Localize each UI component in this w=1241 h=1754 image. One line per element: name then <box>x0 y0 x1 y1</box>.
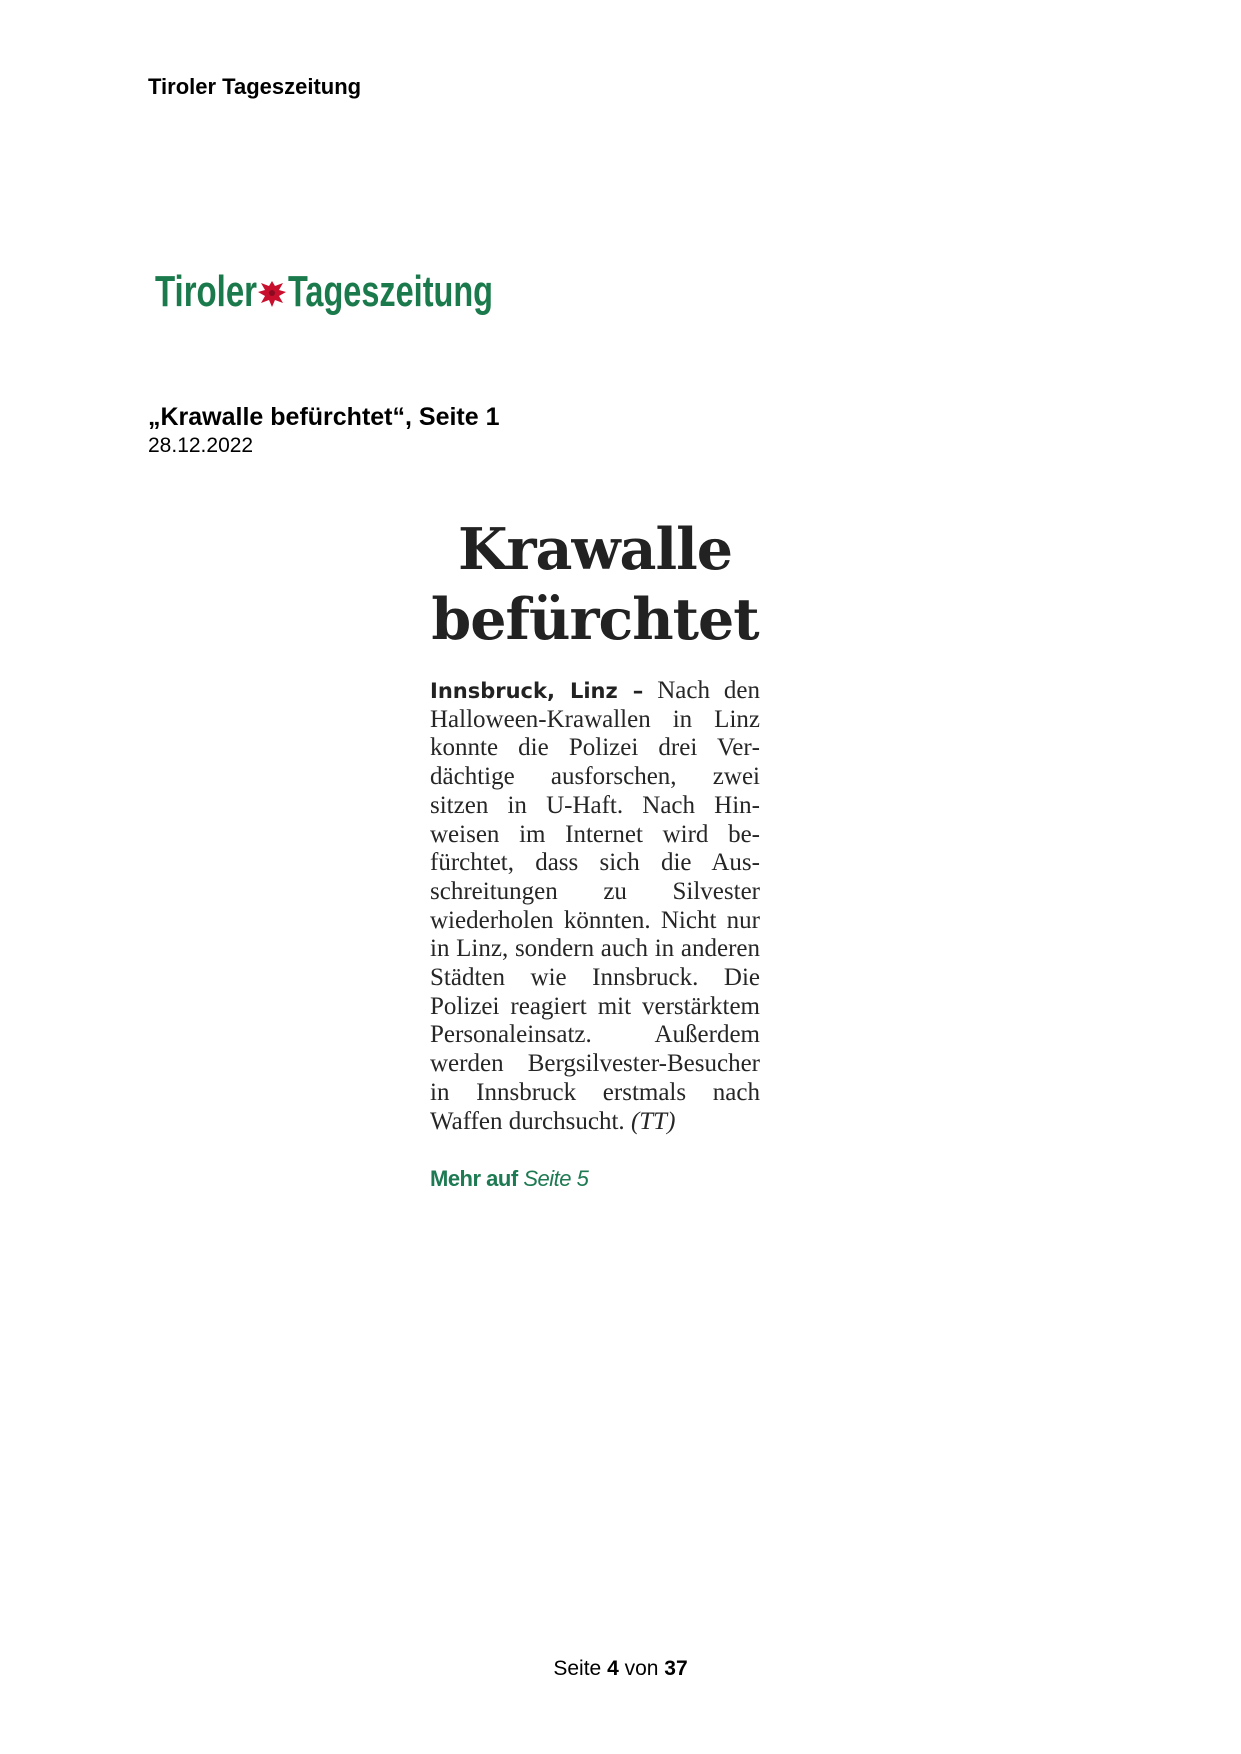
article-source: (TT) <box>630 1107 676 1135</box>
more-page: Seite 5 <box>523 1166 589 1192</box>
footer-prefix: Seite <box>553 1657 602 1680</box>
logo-text-left: Tiroler <box>155 267 257 316</box>
article-body-text: Nach den Halloween-Krawallen in Linz konnte die Polizei drei Verdächtige ausforschen, zwei sitzen in U-Haft. Nach Hinweisen im Internet wird befürchtet, dass sich die Ausschreitungen zu Silvester wiederholen könnten. Nicht nur in Linz, sondern auch in anderen Städten wie Innsbruck. Die Polizei reagiert mit verstärktem Personaleinsatz. Außerdem werden Bergsilvester-Besucher in Innsbruck erstmals nach Waffen durchsucht. <box>430 677 761 1135</box>
article-date: 28.12.2022 <box>148 434 254 457</box>
footer-current-page: 4 <box>607 1657 619 1680</box>
logo-text-right: Tageszeitung <box>288 267 493 316</box>
page-footer <box>0 1657 1241 1681</box>
footer-separator: von <box>624 1657 659 1680</box>
article-dateline: Innsbruck, Linz – <box>430 679 644 703</box>
article-body <box>430 677 760 1136</box>
tyrolean-eagle-icon <box>258 281 286 307</box>
article-headline <box>430 515 760 655</box>
headline-line-2: befürchtet <box>431 586 759 653</box>
footer-total-pages: 37 <box>664 1657 688 1680</box>
article-reference-title: „Krawalle befürchtet“, Seite 1 <box>148 403 500 431</box>
article-clipping <box>430 515 760 1192</box>
more-label: Mehr auf <box>430 1166 518 1192</box>
publication-logo <box>155 262 495 322</box>
headline-line-1: Krawalle <box>457 516 733 583</box>
publication-header: Tiroler Tageszeitung <box>148 74 362 99</box>
more-reference <box>430 1166 760 1192</box>
